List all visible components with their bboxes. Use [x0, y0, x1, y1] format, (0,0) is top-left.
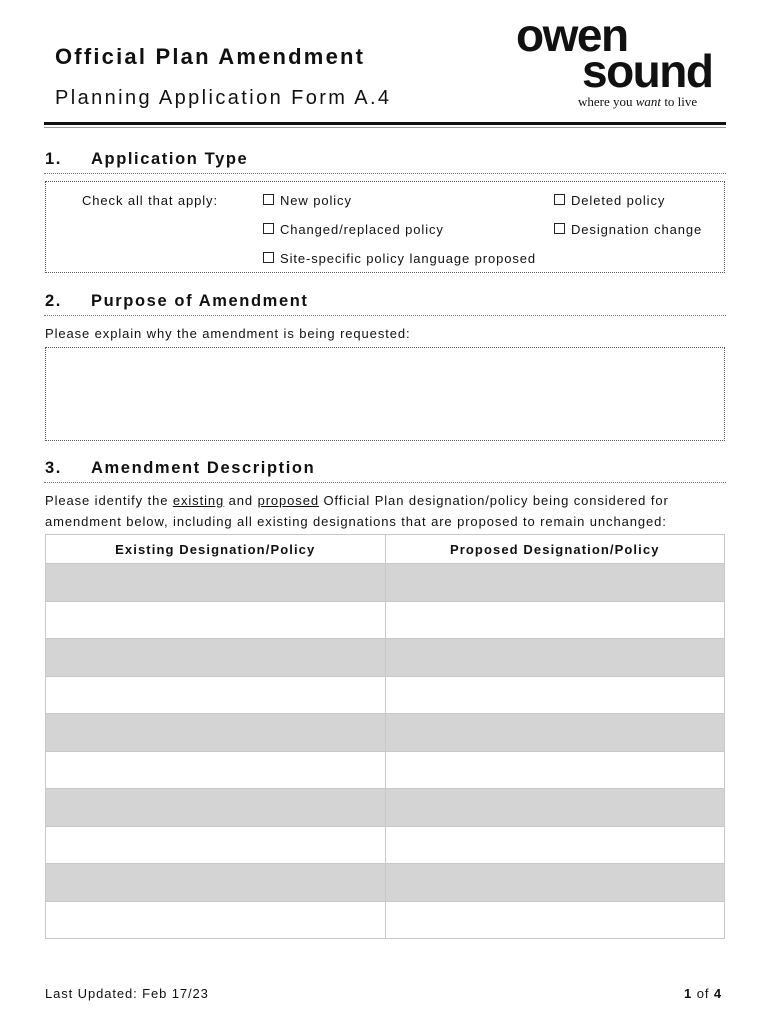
checkbox-changed-policy[interactable]	[263, 223, 274, 234]
option-site-specific[interactable]: Site-specific policy language proposed	[263, 251, 536, 266]
proposed-cell[interactable]	[385, 676, 725, 714]
checkbox-deleted-policy[interactable]	[554, 194, 565, 205]
logo-tagline: where you want to live	[578, 94, 698, 109]
section-3-title: Amendment Description	[91, 459, 316, 477]
table-row	[46, 564, 725, 602]
proposed-cell[interactable]	[385, 751, 725, 789]
purpose-text-area[interactable]	[45, 347, 725, 441]
section-1-title: Application Type	[91, 150, 249, 168]
checkbox-site-specific[interactable]	[263, 252, 274, 263]
page-indicator	[684, 986, 722, 1001]
table-row	[46, 826, 725, 864]
section-3-rule	[44, 482, 726, 483]
existing-cell[interactable]	[46, 901, 386, 939]
section-2-rule	[44, 315, 726, 316]
form-title: Official Plan Amendment	[55, 44, 366, 69]
section-2-heading	[45, 292, 309, 311]
column-header-proposed: Proposed Designation/Policy	[385, 535, 725, 564]
table-row	[46, 789, 725, 827]
page-current: 1	[684, 986, 693, 1001]
proposed-cell[interactable]	[385, 714, 725, 752]
proposed-cell[interactable]	[385, 789, 725, 827]
option-changed-policy[interactable]: Changed/replaced policy	[263, 222, 444, 237]
checkbox-new-policy[interactable]	[263, 194, 274, 205]
table-header-row	[46, 535, 725, 564]
designation-table	[45, 534, 725, 939]
proposed-cell[interactable]	[385, 901, 725, 939]
table-row	[46, 751, 725, 789]
section-1-number: 1.	[45, 150, 62, 168]
description-prompt-line1: Please identify the existing and proposed Official Plan designation/policy being considered for	[45, 493, 669, 508]
table-row	[46, 601, 725, 639]
page-of: of	[696, 986, 710, 1001]
existing-cell[interactable]	[46, 564, 386, 602]
table-row	[46, 676, 725, 714]
check-all-label: Check all that apply:	[82, 193, 218, 208]
header-divider	[44, 122, 726, 125]
section-2-number: 2.	[45, 292, 62, 310]
last-updated: Last Updated: Feb 17/23	[45, 986, 209, 1001]
table-row	[46, 864, 725, 902]
proposed-cell[interactable]	[385, 864, 725, 902]
header-divider-thin	[44, 127, 726, 128]
proposed-cell[interactable]	[385, 826, 725, 864]
owen-sound-logo	[512, 9, 724, 114]
section-3-heading	[45, 459, 315, 478]
existing-cell[interactable]	[46, 676, 386, 714]
table-row	[46, 901, 725, 939]
existing-cell[interactable]	[46, 601, 386, 639]
option-deleted-policy[interactable]: Deleted policy	[554, 193, 665, 208]
section-1-rule	[44, 173, 726, 174]
existing-cell[interactable]	[46, 639, 386, 677]
section-2-title: Purpose of Amendment	[91, 292, 309, 310]
checkbox-designation-change[interactable]	[554, 223, 565, 234]
proposed-cell[interactable]	[385, 601, 725, 639]
existing-cell[interactable]	[46, 751, 386, 789]
option-designation-change[interactable]: Designation change	[554, 222, 702, 237]
proposed-cell[interactable]	[385, 564, 725, 602]
existing-cell[interactable]	[46, 714, 386, 752]
section-3-number: 3.	[45, 459, 62, 477]
logo-word-sound: sound	[582, 45, 713, 97]
page-total: 4	[713, 986, 722, 1001]
logo-word-owen: owen	[516, 9, 628, 61]
purpose-prompt: Please explain why the amendment is being requested:	[45, 326, 411, 341]
table-row	[46, 714, 725, 752]
existing-cell[interactable]	[46, 789, 386, 827]
proposed-cell[interactable]	[385, 639, 725, 677]
existing-cell[interactable]	[46, 826, 386, 864]
application-type-box	[45, 181, 725, 273]
form-subtitle: Planning Application Form A.4	[55, 87, 392, 109]
column-header-existing: Existing Designation/Policy	[46, 535, 386, 564]
section-1-heading	[45, 150, 248, 169]
table-row	[46, 639, 725, 677]
existing-cell[interactable]	[46, 864, 386, 902]
option-new-policy[interactable]: New policy	[263, 193, 352, 208]
description-prompt-line2: amendment below, including all existing designations that are proposed to remain unchanged:	[45, 514, 667, 529]
